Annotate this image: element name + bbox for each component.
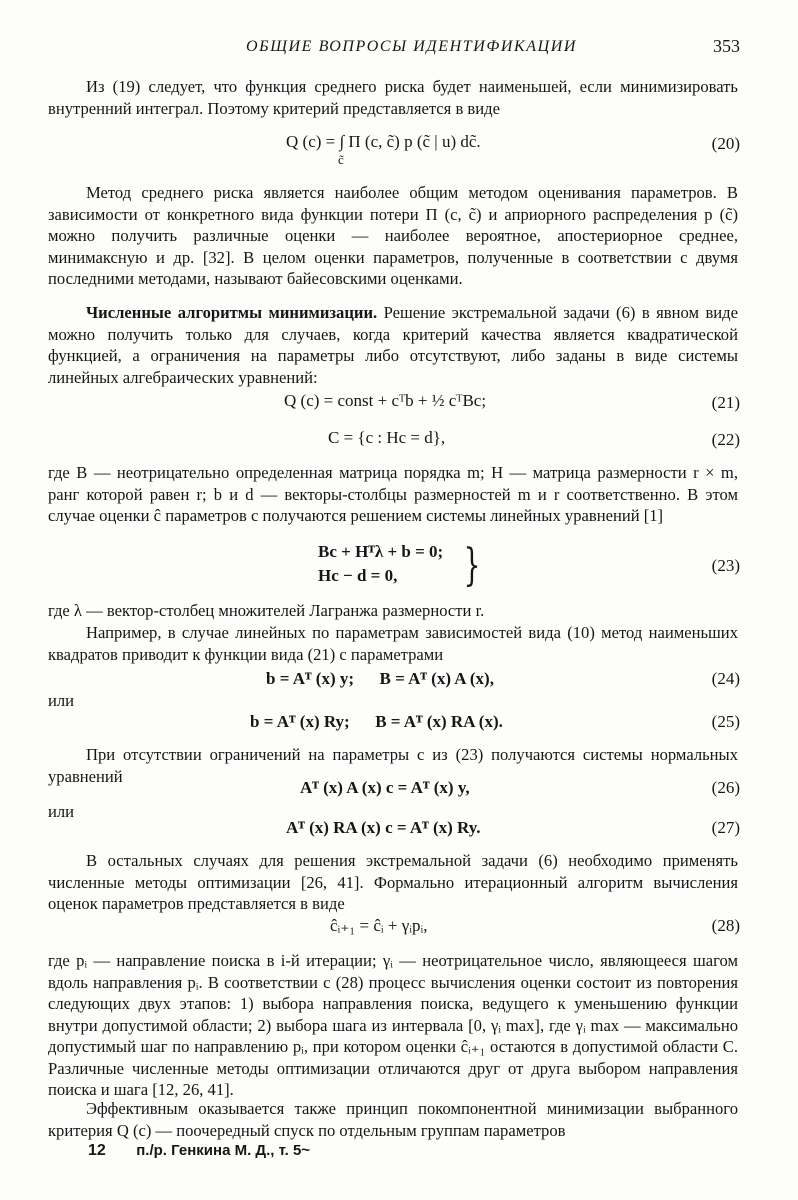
equation-number-22: (22) [711,430,740,449]
paragraph-10: Эффективным оказывается также принцип покомпонентной минимизации выбранного критерия Q (c) — поочередный спуск по отдельным группам параметров [48,1099,738,1140]
integral-subscript: c̃ [338,152,344,167]
running-title: ОБЩИЕ ВОПРОСЫ ИДЕНТИФИКАЦИИ [246,38,578,55]
equation-22: C = {c : Hc = d}, [328,428,446,447]
equation-number-27: (27) [711,818,740,837]
equation-number-24: (24) [711,669,740,688]
paragraph-9: где pᵢ — направление поиска в i-й итерации; γᵢ — неотрицательное число, являющееся шагом вдоль направления pᵢ. В соответствии с (28) процесс вычисления оценки состоит из повторения следующих двух этапов: 1) выбора направления поиска, ведущего к уменьшению функции внутри допустимой области; 2) выбора шага из интервала [0, γᵢ max], где γᵢ max — максимально допустимый шаг по направлению pᵢ, при котором оценки ĉᵢ₊₁ остаются в допустимой области C. Различные численные методы оптимизации отличаются друг от друга выбором направления поиска и шага [12, 26, 41]. [48,951,738,1099]
equation-26: Aᵀ (x) A (x) c = Aᵀ (x) y, [300,778,470,797]
equation-28: ĉᵢ₊₁ = ĉᵢ + γᵢpᵢ, [330,916,428,935]
equation-27: Aᵀ (x) RA (x) c = Aᵀ (x) Ry. [286,818,481,837]
or-connector-1: или [48,691,75,710]
paragraph-3: Численные алгоритмы минимизации. Решение экстремальной задачи (6) в явном виде можно получить только для случаев, когда критерий качества является квадратической функцией, а ограничения на параметры либо отсутствуют, либо заданы в виде системы линейных алгебраических уравнений: [48,303,738,387]
equation-24: b = Aᵀ (x) y; B = Aᵀ (x) A (x), [266,669,494,688]
paragraph-5: где λ — вектор-столбец множителей Лагранжа размерности r. [48,601,485,620]
equation-number-20: (20) [711,134,740,153]
equation-number-23: (23) [711,556,740,575]
printer-note: п./р. Генкина М. Д., т. 5~ [136,1142,311,1159]
section-heading: Численные алгоритмы минимизации. [86,303,378,322]
equation-25: b = Aᵀ (x) Ry; B = Aᵀ (x) RA (x). [250,712,503,731]
equation-number-28: (28) [711,916,740,935]
or-connector-2: или [48,802,75,821]
paragraph-4: где B — неотрицательно определенная матрица порядка m; H — матрица размерности r × m, ранг которой равен r; b и d — векторы-столбцы размерностей m и r соответственно. В этом случае оценки ĉ параметров c получаются решением системы линейных уравнений [1] [48,463,738,525]
paragraph-1: Из (19) следует, что функция среднего риска будет наименьшей, если минимизировать внутренний интеграл. Поэтому критерий представляется в виде [48,77,738,118]
equation-number-21: (21) [711,393,740,412]
equation-23-line-2: Hc − d = 0, [318,566,398,585]
equation-21: Q (c) = const + cᵀb + ½ cᵀBc; [284,391,487,410]
equation-20: Q (c) = ∫ Π (c, c̃) p (c̃ | u) dc̃. [286,132,481,151]
page-footer [88,1142,310,1160]
page-number: 353 [713,36,740,56]
equation-number-25: (25) [711,712,740,731]
signature-mark: 12 [88,1142,106,1159]
paragraph-2: Метод среднего риска является наиболее общим методом оценивания параметров. В зависимости от конкретного вида функции потери Π (c, c̃) и априорного распределения p (c̃) можно получить различные оценки — наиболее вероятное, апостериорное среднее, минимаксную и др. [32]. В целом оценки параметров, полученные в соответствии с двумя последними методами, называют байесовскими оценками. [48,183,738,288]
equation-number-26: (26) [711,778,740,797]
paragraph-6: Например, в случае линейных по параметрам зависимостей вида (10) метод наименьших квадратов приводит к функции вида (21) с параметрами [48,623,738,664]
equation-23-line-1: Bc + Hᵀλ + b = 0; [318,542,444,561]
system-brace: } [463,540,481,591]
paragraph-7: При отсутствии ограничений на параметры c из (23) получаются системы нормальных уравнений [48,745,738,786]
paragraph-8: В остальных случаях для решения экстремальной задачи (6) необходимо применять численные методы оптимизации [26, 41]. Формально итерационный алгоритм вычисления оценок параметров представляется в виде [48,851,738,913]
